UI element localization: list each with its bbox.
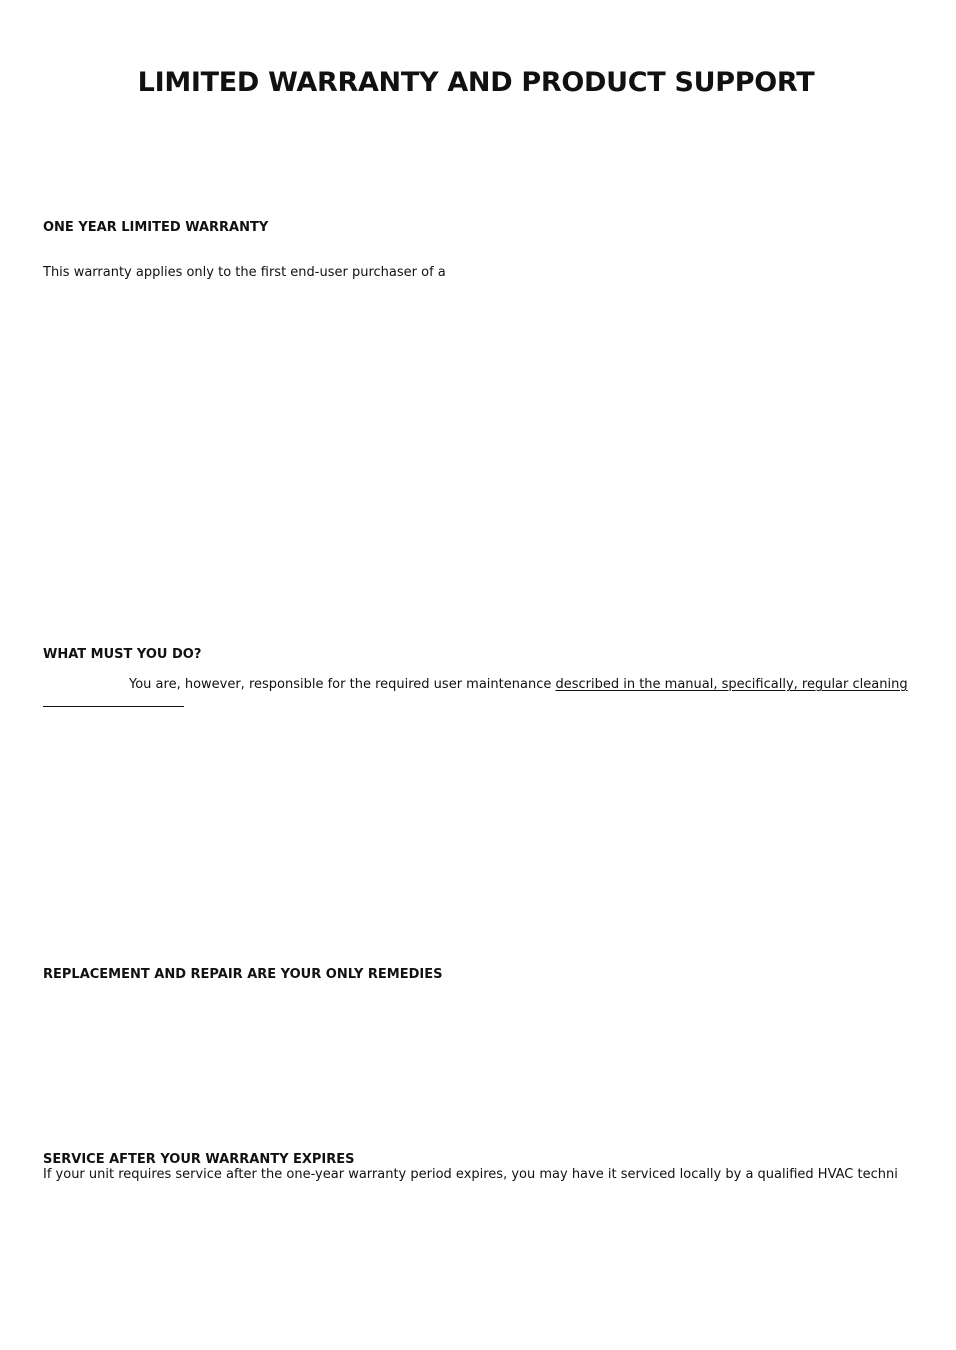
what-must-you-do-text bbox=[129, 676, 908, 693]
after-warranty-heading: SERVICE AFTER YOUR WARRANTY EXPIRES bbox=[43, 1152, 355, 1167]
one-year-warranty-text: This warranty applies only to the first end-user purchaser of a bbox=[43, 265, 446, 280]
what-must-you-do-heading: WHAT MUST YOU DO? bbox=[43, 647, 202, 662]
remedies-heading: REPLACEMENT AND REPAIR ARE YOUR ONLY REMEDIES bbox=[43, 967, 443, 982]
maintenance-underlined-text: described in the manual, specifically, regular cleaning bbox=[555, 677, 908, 692]
after-warranty-text: If your unit requires service after the one-year warranty period expires, you may have it serviced locally by a qualified HVAC techni bbox=[43, 1167, 898, 1182]
one-year-warranty-heading: ONE YEAR LIMITED WARRANTY bbox=[43, 220, 269, 235]
page-title: LIMITED WARRANTY AND PRODUCT SUPPORT bbox=[137, 67, 815, 98]
maintenance-text: You are, however, responsible for the required user maintenance bbox=[129, 677, 556, 692]
underline-continuation-rule bbox=[43, 706, 184, 707]
